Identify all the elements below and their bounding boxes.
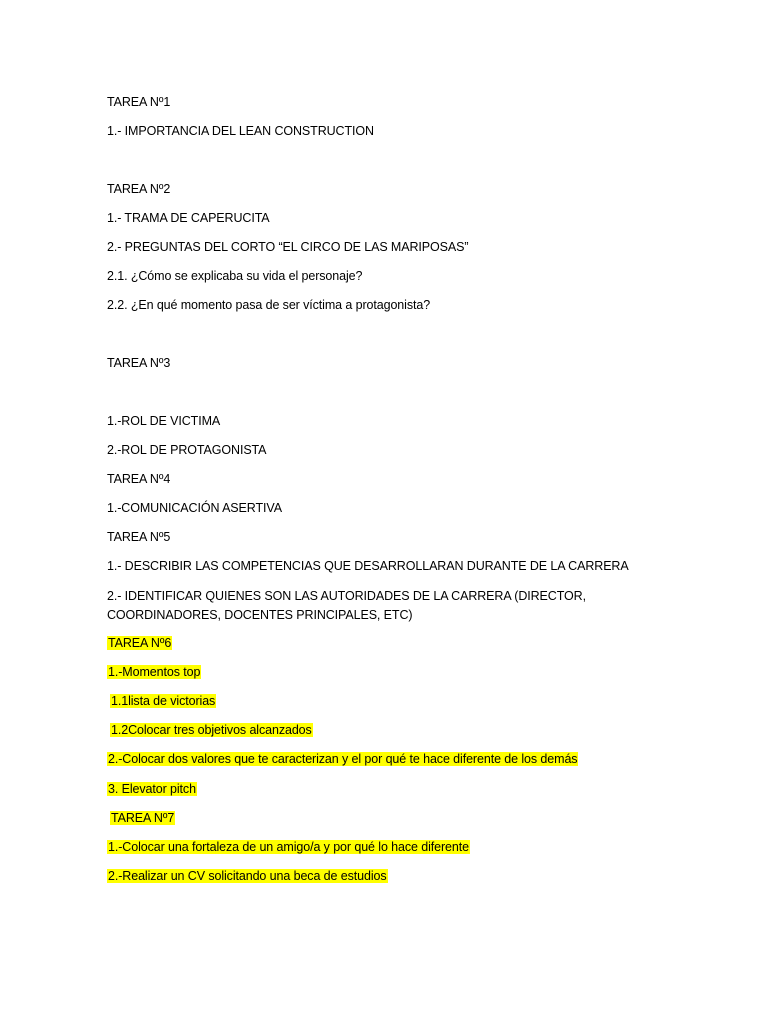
task-7-heading-line bbox=[110, 810, 175, 826]
task-6-heading-line bbox=[107, 635, 172, 651]
task-5-item-2: 2.- IDENTIFICAR QUIENES SON LAS AUTORIDADES DE LA CARRERA (DIRECTOR, COORDINADORES, DOCENTES PRINCIPALES, ETC) bbox=[107, 589, 586, 622]
task-7-item-2: 2.-Realizar un CV solicitando una beca de estudios bbox=[108, 869, 387, 883]
task-1-heading: TAREA Nº1 bbox=[107, 95, 171, 109]
task-3-heading: TAREA Nº3 bbox=[107, 356, 171, 370]
task-7-item-2-line bbox=[107, 868, 388, 884]
task-6-item-2-line bbox=[107, 751, 578, 767]
task-6-item-1-1: 1.1lista de victorias bbox=[111, 694, 216, 708]
task-2-heading: TAREA Nº2 bbox=[107, 182, 171, 196]
task-6-item-2: 2.-Colocar dos valores que te caracterizan y el por qué te hace diferente de los demás bbox=[108, 752, 578, 766]
task-3-item-2: 2.-ROL DE PROTAGONISTA bbox=[107, 443, 267, 457]
task-5-heading: TAREA Nº5 bbox=[107, 530, 171, 544]
task-2-item-1: 1.- TRAMA DE CAPERUCITA bbox=[107, 211, 270, 225]
task-5-item-1: 1.- DESCRIBIR LAS COMPETENCIAS QUE DESARROLLARAN DURANTE DE LA CARRERA bbox=[107, 559, 629, 573]
task-4-heading: TAREA Nº4 bbox=[107, 472, 171, 486]
task-6-item-1-1-line bbox=[110, 693, 216, 709]
task-6-item-3-line bbox=[107, 781, 197, 797]
task-6-item-1-2: 1.2Colocar tres objetivos alcanzados bbox=[111, 723, 312, 737]
task-6-item-1-line bbox=[107, 664, 201, 680]
task-2-item-2-1: 2.1. ¿Cómo se explicaba su vida el personaje? bbox=[107, 269, 363, 283]
task-7-item-1: 1.-Colocar una fortaleza de un amigo/a y por qué lo hace diferente bbox=[108, 840, 469, 854]
task-7-item-1-line bbox=[107, 839, 470, 855]
task-2-item-2-2: 2.2. ¿En qué momento pasa de ser víctima a protagonista? bbox=[107, 298, 431, 312]
task-2-item-2: 2.- PREGUNTAS DEL CORTO “EL CIRCO DE LAS MARIPOSAS” bbox=[107, 240, 469, 254]
task-6-heading: TAREA Nº6 bbox=[108, 636, 172, 650]
task-3-item-1: 1.-ROL DE VICTIMA bbox=[107, 414, 221, 428]
task-6-item-1: 1.-Momentos top bbox=[108, 665, 201, 679]
task-6-item-3: 3. Elevator pitch bbox=[108, 782, 196, 796]
task-6-item-1-2-line bbox=[110, 722, 313, 738]
task-7-heading: TAREA Nº7 bbox=[111, 811, 175, 825]
task-4-item-1: 1.-COMUNICACIÓN ASERTIVA bbox=[107, 501, 282, 515]
task-1-item-1: 1.- IMPORTANCIA DEL LEAN CONSTRUCTION bbox=[107, 124, 374, 138]
